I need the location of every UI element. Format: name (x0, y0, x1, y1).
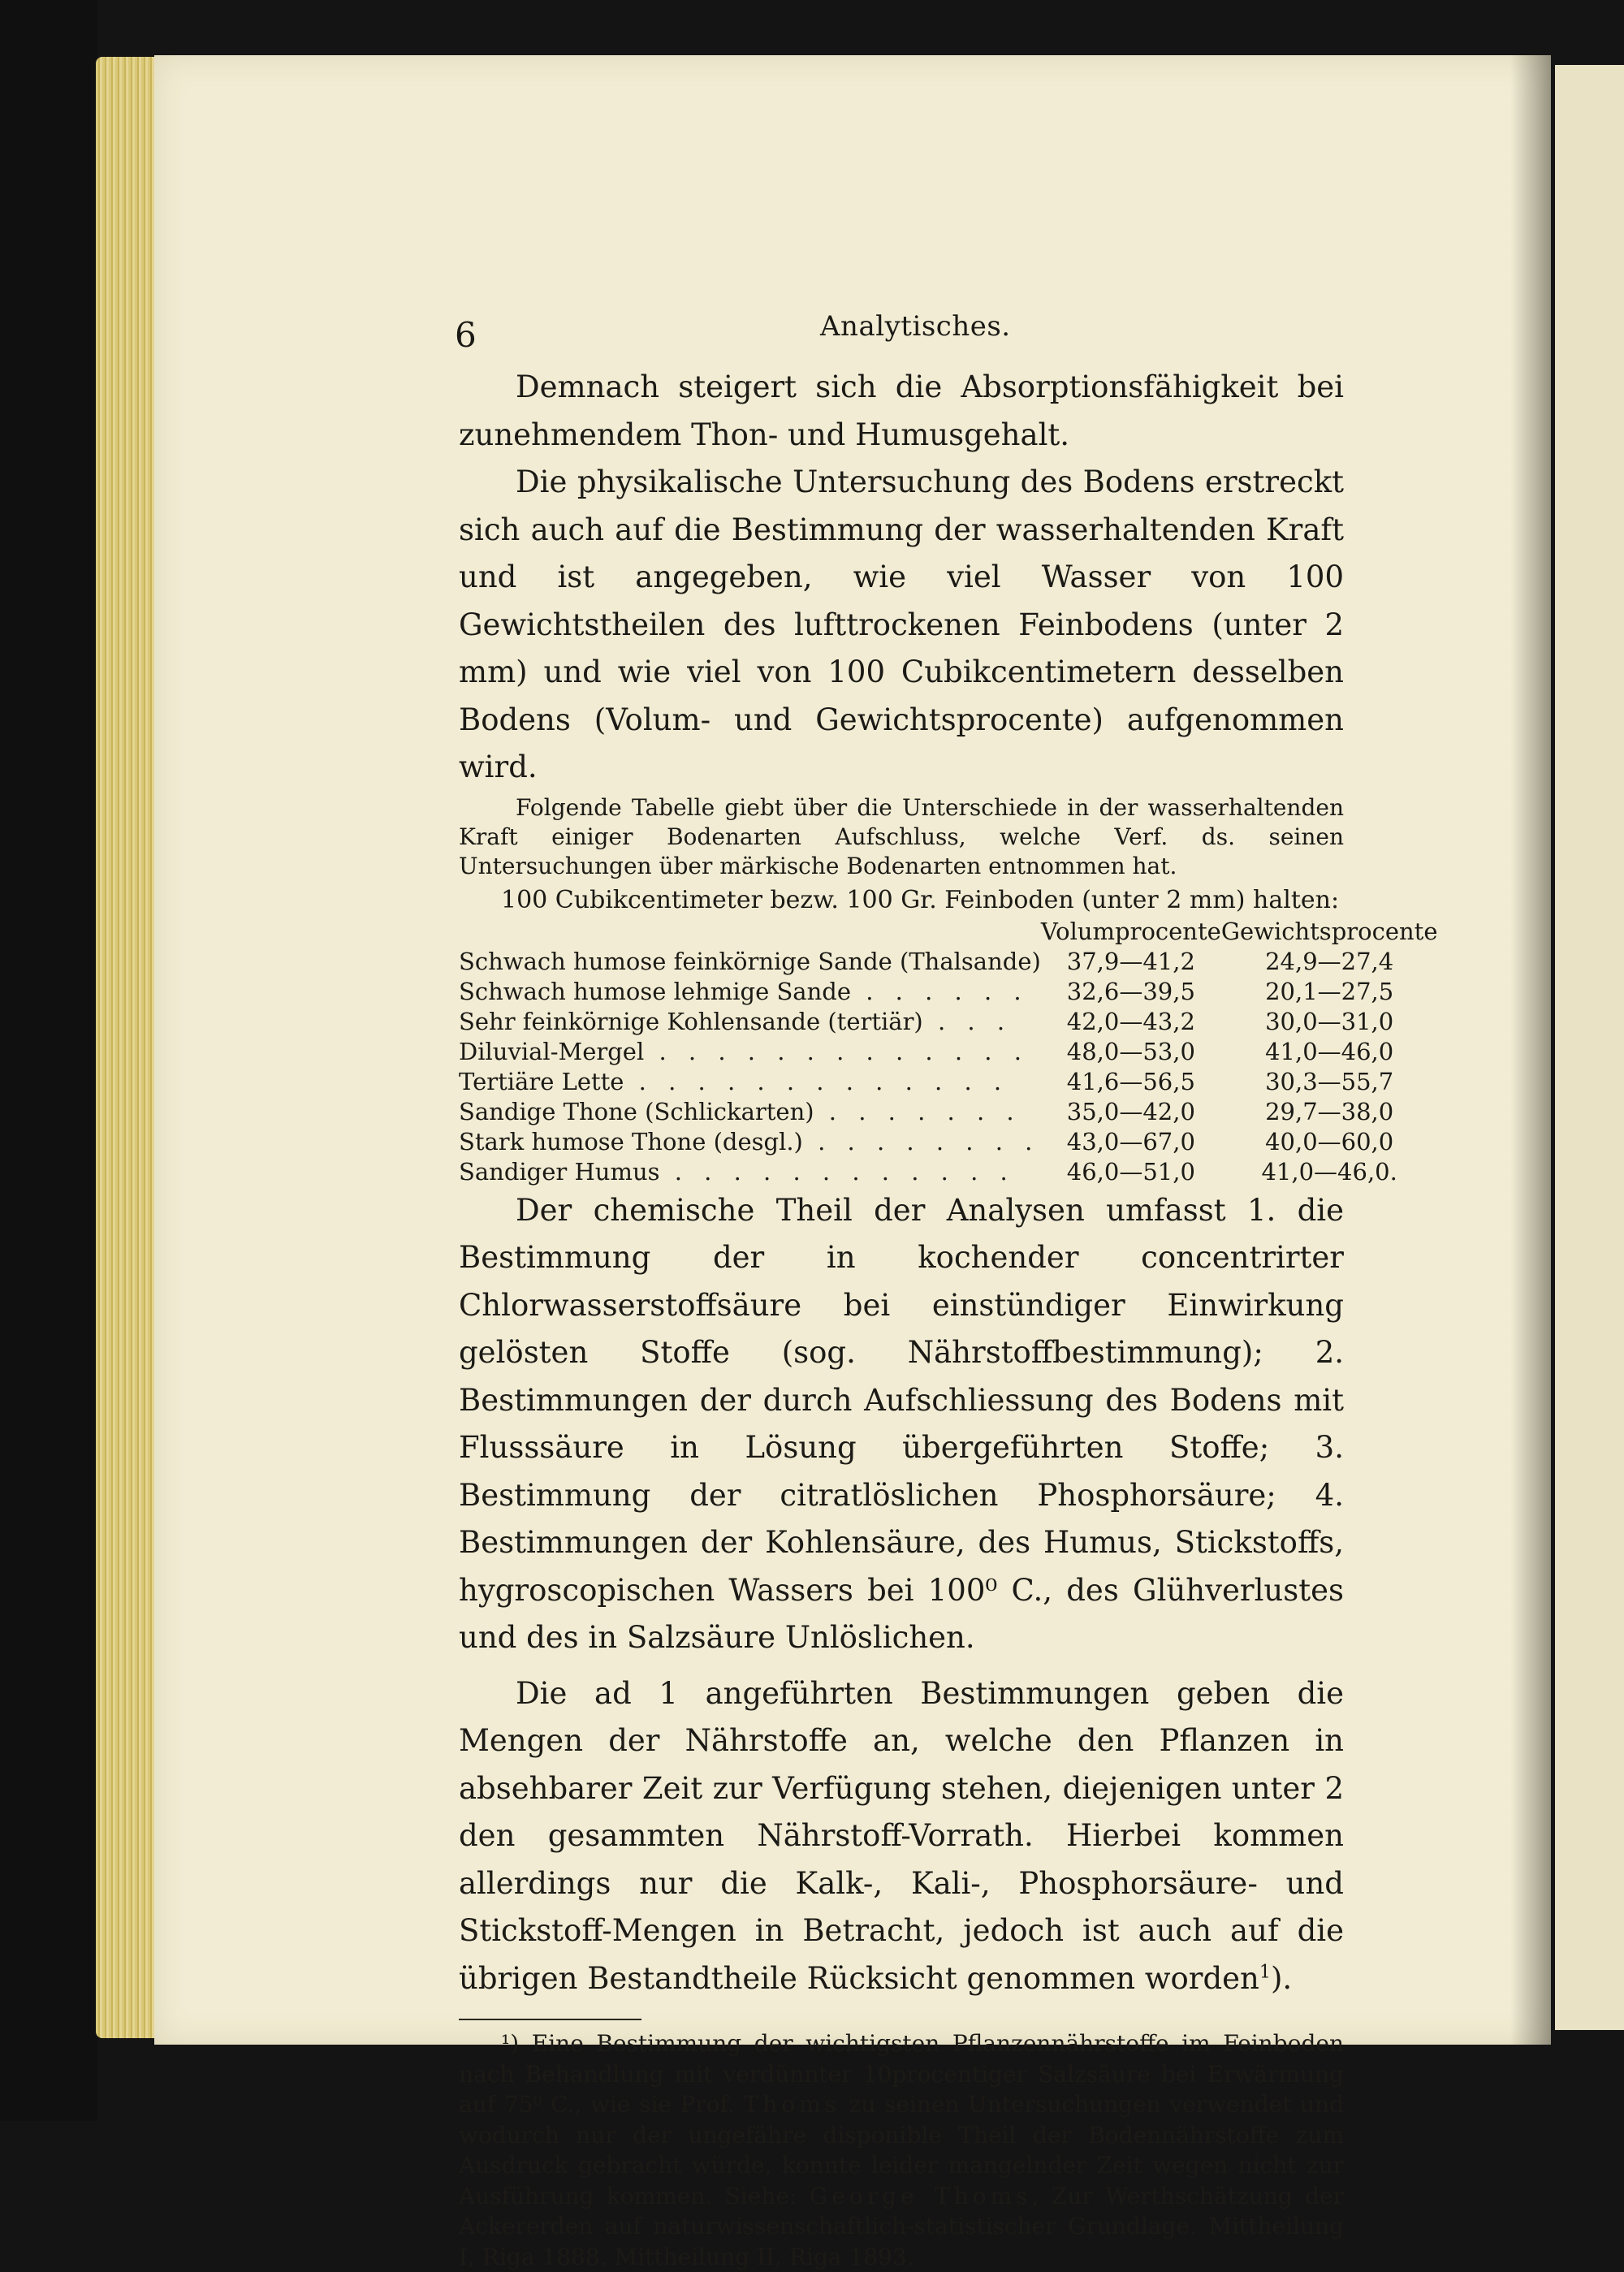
table-header-row (459, 917, 1437, 947)
table-row (459, 1097, 1437, 1127)
footnote-text-3: , Zur Werthschätzung der Ackererden auf naturwissenschaftlich-statistischer Grundlage. Mittheilung I, Riga 1888. Mittheilung II, Riga 1893. (459, 2182, 1344, 2270)
table-row (459, 1067, 1437, 1097)
text-block (459, 364, 1438, 2272)
running-title: Analytisches. (820, 310, 1011, 343)
paragraph-absorption: Demnach steigert sich die Absorptionsfähigkeit bei zunehmendem Thon- und Humusgehalt. (459, 369, 1344, 452)
soil-name: Diluvial-Mergel (459, 1037, 645, 1065)
paragraph-chemical-analysis (459, 1187, 1344, 1662)
leader-dots: . . . (922, 1007, 1013, 1035)
weight-percent: 20,1—27,5 (1265, 977, 1394, 1005)
leader-dots: . . . . . . . . . . . . . (624, 1067, 1009, 1095)
table-row (459, 1127, 1437, 1157)
table-row (459, 977, 1437, 1007)
weight-percent: 30,0—31,0 (1265, 1007, 1394, 1035)
table-row (459, 1007, 1437, 1037)
weight-percent: 24,9—27,4 (1265, 947, 1394, 975)
volume-percent: 42,0—43,2 (1066, 1007, 1195, 1035)
volume-percent: 41,6—56,5 (1066, 1067, 1195, 1095)
water-capacity-table (459, 917, 1437, 1187)
volume-percent: 32,6—39,5 (1066, 977, 1195, 1005)
paragraph-nutrients (459, 1670, 1344, 2003)
spine-shadow (1510, 55, 1551, 2045)
paragraph-nutrients-text: Die ad 1 angeführten Bestimmungen geben die Mengen der Nährstoffe an, welche den Pflanzen in absehbarer Zeit zur Verfügung stehen, diejenigen unter 2 den gesammten Nährstoff-Vorrath. Hierbei kommen allerdings nur die Kalk-, Kali-, Phosphorsäure- und Stickstoff-Mengen in Betracht, jedoch ist auch auf die übrigen Bestandtheile Rücksicht genommen worden (459, 1675, 1344, 1996)
footnote-divider (459, 2019, 641, 2020)
weight-percent: 41,0—46,0 (1265, 1037, 1394, 1065)
page-number: 6 (455, 315, 477, 355)
paragraph-table-note: Folgende Tabelle giebt über die Unterschiede in der wasserhaltenden Kraft einiger Bodenarten Aufschluss, welche Verf. ds. seinen Untersuchungen über märkische Bodenarten entnommen hat. (459, 793, 1344, 879)
volume-percent: 35,0—42,0 (1066, 1097, 1195, 1125)
volume-percent: 48,0—53,0 (1066, 1037, 1195, 1065)
weight-percent: 40,0—60,0 (1265, 1127, 1394, 1155)
soil-name: Stark humose Thone (desgl.) (459, 1127, 803, 1155)
footnote-reference: 1 (1259, 1961, 1271, 1983)
footnote-name-george-thoms: George Thoms (809, 2182, 1032, 2209)
paragraph-chemical-text: Der chemische Theil der Analysen umfasst 1. die Bestimmung der in kochender concentrirter Chlorwasserstoffsäure bei einstündiger Einwirkung gelösten Stoffe (sog. Nährstoffbestimmung); 2. Bestimmungen der durch Aufschliessung des Bodens mit Flusssäure in Lösung übergeführten Stoffe; 3. Bestimmung der citratlöslichen Phosphorsäure; 4. Bestimmungen der Kohlensäure, des Humus, Stickstoffs, hygroscopischen Wassers bei 100⁰ C., des Glühverlustes und des in Salzsäure Unlöslichen. (459, 1192, 1344, 1655)
leader-dots: . . . . . . . . (802, 1127, 1040, 1155)
volume-percent: 37,9—41,2 (1066, 947, 1195, 975)
leader-dots: . . . . . . . . . . . . (659, 1157, 1015, 1186)
soil-name: Schwach humose lehmige Sande (459, 977, 852, 1005)
footnote-marker: ¹) (501, 2030, 520, 2057)
footnote-text-2: zu seinen Untersuchungen verwendet und wodurch nur der ungefähre disponible Theil der Bodennährstoffe zum Ausdruck gebracht würde, konnte leider mangelnder Zeit wegen nicht zur Ausführung kommen. Siehe: (459, 2091, 1344, 2209)
soil-name: Tertiäre Lette (459, 1067, 624, 1095)
weight-percent: 41,0—46,0. (1261, 1157, 1397, 1186)
footnote-name-thoms: Thoms (743, 2091, 841, 2118)
volume-percent: 46,0—51,0 (1066, 1157, 1195, 1186)
book-cover-edge (0, 0, 97, 2121)
column-header-weight: Gewichtsprocente (1220, 917, 1438, 945)
table-row (459, 1037, 1437, 1067)
leader-dots: . . . . . . . (814, 1097, 1021, 1125)
soil-name: Schwach humose feinkörnige Sande (Thalsande) (459, 947, 1041, 975)
leader-dots: . . . . . . (851, 977, 1029, 1005)
weight-percent: 30,3—55,7 (1265, 1067, 1394, 1095)
facing-page-edge (1555, 65, 1624, 2030)
table-row (459, 1157, 1437, 1187)
column-header-soil (459, 917, 1041, 947)
weight-percent: 29,7—38,0 (1265, 1097, 1394, 1125)
volume-percent: 43,0—67,0 (1066, 1127, 1195, 1155)
paragraph-nutrients-end: ). (1271, 1960, 1293, 1996)
footnote-text-1: Eine Bestimmung der wichtigsten Pflanzennährstoffe im Feinboden nach Behandlung mit verdünnter 10procentiger Salzsäure bei Erwärmung auf 75⁰ C., wie sie Prof. (459, 2030, 1344, 2118)
soil-name: Sandige Thone (Schlickarten) (459, 1097, 814, 1125)
table-intro: 100 Cubikcentimeter bezw. 100 Gr. Feinboden (unter 2 mm) halten: (501, 885, 1340, 914)
footnote (459, 2028, 1344, 2272)
soil-name: Sehr feinkörnige Kohlensande (tertiär) (459, 1007, 923, 1035)
leader-dots: . . . . . . . . . . . . . (644, 1037, 1029, 1065)
paragraph-physical-analysis: Die physikalische Untersuchung des Bodens erstreckt sich auch auf die Bestimmung der wasserhaltenden Kraft und ist angegeben, wie viel Wasser von 100 Gewichtstheilen des lufttrockenen Feinbodens (unter 2 mm) und wie viel von 100 Cubikcentimetern desselben Bodens (Volum- und Gewichtsprocente) aufgenommen wird. (459, 464, 1344, 784)
table-row (459, 947, 1437, 977)
column-header-volume: Volumprocente (1040, 917, 1221, 945)
soil-name: Sandiger Humus (459, 1157, 660, 1186)
